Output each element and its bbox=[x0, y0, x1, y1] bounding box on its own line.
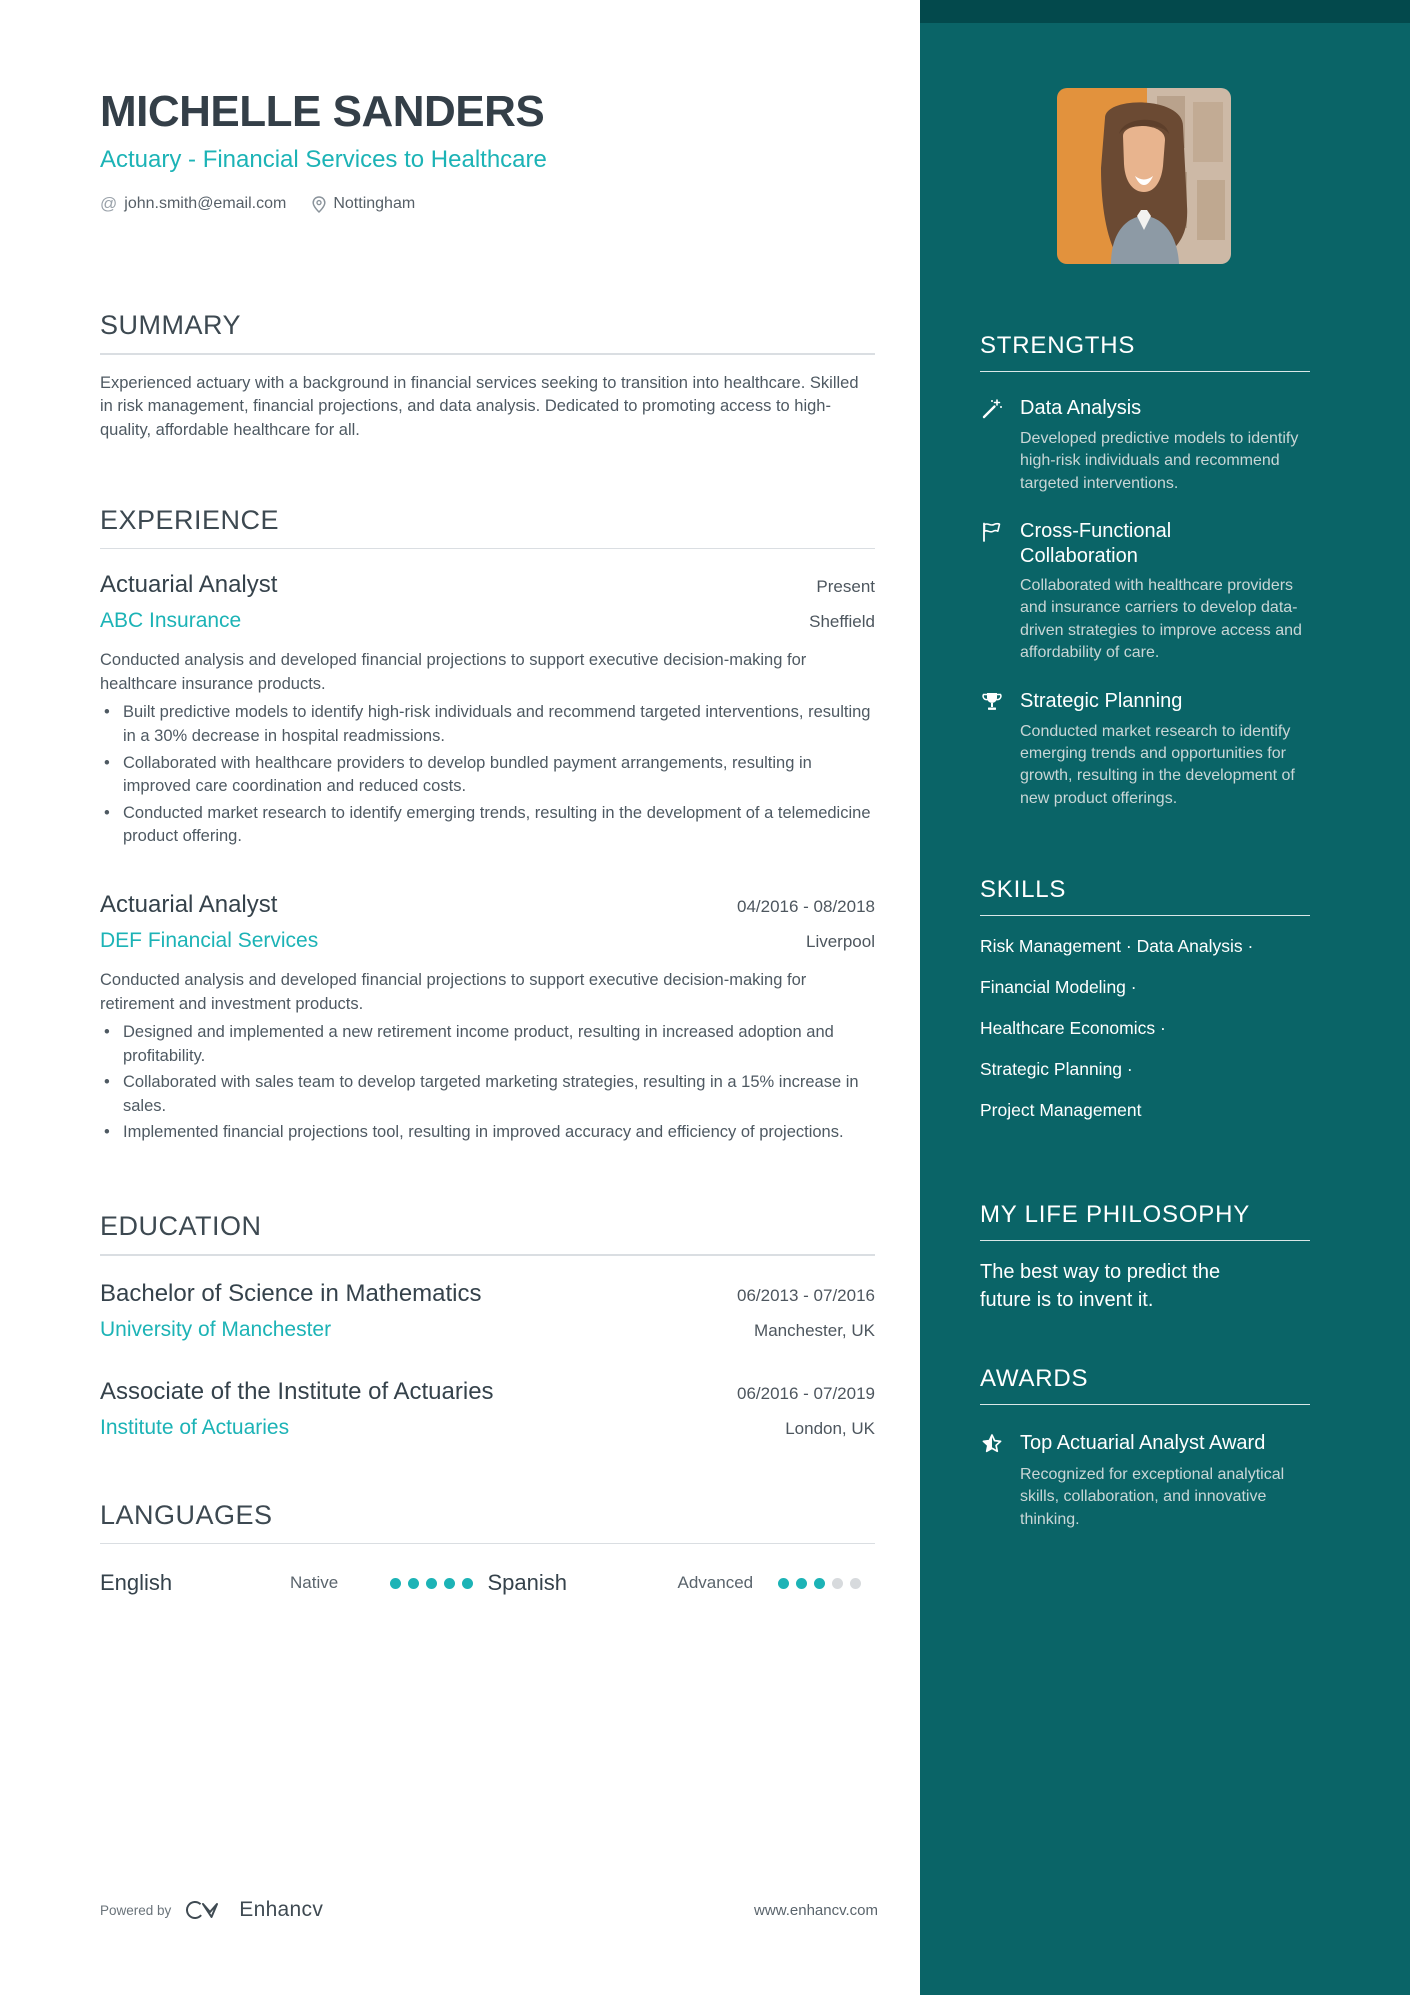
trophy-icon bbox=[980, 690, 1004, 714]
job-title: Actuarial Analyst bbox=[100, 571, 278, 599]
flag-icon bbox=[980, 520, 1004, 544]
degree-dates: 06/2016 - 07/2019 bbox=[736, 1383, 875, 1403]
skill-line: Financial Modeling · bbox=[980, 977, 1137, 998]
profile-photo bbox=[1057, 88, 1231, 264]
language-entry bbox=[488, 1570, 876, 1596]
award-title: Top Actuarial Analyst Award bbox=[1020, 1431, 1266, 1454]
philosophy-section bbox=[980, 1203, 1310, 1315]
strength-title: Data Analysis bbox=[1020, 397, 1142, 419]
strength-description: Conducted market research to identify emerging trends and opportunities for growth, resulting in the development of new product offerings. bbox=[1020, 722, 1295, 807]
proficiency-dot bbox=[832, 1578, 843, 1589]
skill-line: Strategic Planning · bbox=[980, 1059, 1133, 1080]
strength-description: Developed predictive models to identify high-risk individuals and recommend targeted interventions. bbox=[1020, 430, 1299, 492]
education-heading: EDUCATION bbox=[100, 1211, 262, 1242]
strength-description: Collaborated with healthcare providers and insurance carriers to develop data-driven strategies to improve access and affordability of care. bbox=[1020, 576, 1302, 662]
proficiency-dot bbox=[796, 1578, 807, 1589]
award-item bbox=[980, 1431, 1310, 1531]
awards-heading: AWARDS bbox=[980, 1364, 1089, 1392]
person-headline: Actuary - Financial Services to Healthcare bbox=[100, 146, 547, 174]
magic-wand-icon bbox=[980, 397, 1004, 421]
email-icon: @ bbox=[100, 194, 118, 214]
language-name: Spanish bbox=[487, 1570, 568, 1596]
skill-line: Risk Management · Data Analysis · bbox=[980, 936, 1254, 957]
proficiency-dot bbox=[778, 1578, 789, 1589]
powered-by-block bbox=[100, 1898, 323, 1922]
job-description: Conducted analysis and developed financial projections to support executive decision-making for healthcare insurance products. bbox=[100, 651, 807, 693]
divider bbox=[100, 548, 875, 550]
divider bbox=[980, 1240, 1310, 1241]
degree-title: Bachelor of Science in Mathematics bbox=[100, 1279, 482, 1307]
philosophy-heading: MY LIFE PHILOSOPHY bbox=[980, 1201, 1251, 1229]
proficiency-dot bbox=[462, 1578, 473, 1589]
language-level: Native bbox=[290, 1573, 339, 1593]
strength-item bbox=[980, 396, 1310, 495]
job-location: Sheffield bbox=[809, 612, 875, 632]
skills-section bbox=[980, 878, 1310, 1121]
job-company: ABC Insurance bbox=[100, 609, 242, 633]
strengths-section bbox=[980, 334, 1310, 810]
email-item[interactable] bbox=[100, 194, 286, 214]
skill-line: Healthcare Economics · bbox=[980, 1018, 1166, 1039]
languages-section bbox=[100, 1499, 875, 1597]
email-text: john.smith@email.com bbox=[124, 195, 287, 213]
job-bullet: • Designed and implemented a new retirement income product, resulting in increased adoption and profitability. bbox=[100, 1021, 875, 1068]
school-location: Manchester, UK bbox=[754, 1320, 875, 1340]
award-description: Recognized for exceptional analytical skills, collaboration, and innovative thinking. bbox=[1020, 1465, 1285, 1528]
job-location: Liverpool bbox=[806, 931, 875, 951]
divider bbox=[980, 1404, 1310, 1405]
job-bullet: • Built predictive models to identify high-risk individuals and recommend targeted interventions, resulting in a 30% decrease in hospital readmissions. bbox=[100, 701, 875, 748]
language-entry bbox=[100, 1570, 488, 1596]
location-text: Nottingham bbox=[333, 195, 416, 213]
philosophy-text: The best way to predict the future is to invent it. bbox=[980, 1261, 1221, 1312]
language-proficiency-dots bbox=[390, 1578, 480, 1589]
job-bullet: • Collaborated with sales team to develop targeted marketing strategies, resulting in a 15% increase in sales. bbox=[100, 1071, 875, 1118]
sidebar bbox=[920, 0, 1410, 1995]
strength-item bbox=[980, 689, 1310, 811]
strength-item bbox=[980, 519, 1310, 664]
skill-line: Project Management bbox=[980, 1100, 1142, 1121]
proficiency-dot bbox=[814, 1578, 825, 1589]
proficiency-dot bbox=[390, 1578, 401, 1589]
job-company: DEF Financial Services bbox=[100, 928, 319, 952]
profile-photo-illustration bbox=[1057, 88, 1231, 264]
location-pin-icon bbox=[312, 196, 326, 213]
proficiency-dot bbox=[426, 1578, 437, 1589]
enhancv-url-link[interactable]: www.enhancv.com bbox=[754, 1901, 878, 1919]
language-name: English bbox=[100, 1570, 173, 1596]
proficiency-dot bbox=[408, 1578, 419, 1589]
language-proficiency-dots bbox=[778, 1578, 868, 1589]
job-bullets bbox=[100, 1021, 875, 1145]
proficiency-dot bbox=[444, 1578, 455, 1589]
education-entry bbox=[100, 1378, 875, 1440]
language-level: Advanced bbox=[677, 1573, 754, 1593]
footer bbox=[100, 1898, 878, 1922]
job-description: Conducted analysis and developed financial projections to support executive decision-making for retirement and investment products. bbox=[100, 970, 807, 1013]
languages-heading: LANGUAGES bbox=[100, 1499, 273, 1530]
job-bullet: • Implemented financial projections tool, resulting in improved accuracy and efficiency of projections. bbox=[100, 1121, 875, 1145]
person-name: MICHELLE SANDERS bbox=[100, 87, 545, 136]
awards-section bbox=[980, 1364, 1310, 1531]
school-name: University of Manchester bbox=[100, 1317, 332, 1341]
proficiency-dot bbox=[850, 1578, 861, 1589]
strength-title: Strategic Planning bbox=[1020, 689, 1183, 712]
school-name: Institute of Actuaries bbox=[100, 1415, 290, 1439]
summary-heading: SUMMARY bbox=[100, 310, 242, 341]
summary-section bbox=[100, 312, 875, 442]
job-bullets bbox=[100, 701, 875, 849]
experience-entry bbox=[100, 571, 875, 849]
summary-text: Experienced actuary with a background in financial services seeking to transition into healthcare. Skilled in risk management, financial projections, and data analysis. Dedicated to promoting access to high-quality, affordable healthcare for all. bbox=[100, 373, 859, 440]
enhancv-logo-icon bbox=[185, 1898, 225, 1922]
education-entry bbox=[100, 1280, 875, 1342]
enhancv-brand-text: Enhancv bbox=[239, 1898, 324, 1921]
job-bullet: • Collaborated with healthcare providers to develop bundled payment arrangements, resulting in improved care coordination and reduced costs. bbox=[100, 752, 875, 799]
divider bbox=[100, 1543, 875, 1545]
experience-heading: EXPERIENCE bbox=[100, 504, 280, 535]
divider bbox=[980, 915, 1310, 916]
job-dates: Present bbox=[816, 577, 875, 597]
divider bbox=[100, 353, 875, 355]
powered-by-label: Powered by bbox=[100, 1902, 172, 1918]
strengths-heading: STRENGTHS bbox=[980, 332, 1136, 359]
sidebar-top-strip bbox=[920, 0, 1410, 23]
divider bbox=[100, 1254, 875, 1256]
location-item bbox=[312, 195, 415, 213]
education-section bbox=[100, 1213, 875, 1440]
job-title: Actuarial Analyst bbox=[100, 890, 278, 918]
experience-entry bbox=[100, 891, 875, 1145]
contact-row bbox=[100, 194, 875, 214]
skills-heading: SKILLS bbox=[980, 876, 1067, 904]
experience-section bbox=[100, 504, 875, 1145]
sidebar-content bbox=[920, 88, 1410, 1531]
languages-row bbox=[100, 1570, 875, 1596]
degree-dates: 06/2013 - 07/2016 bbox=[736, 1285, 875, 1305]
star-icon bbox=[980, 1432, 1004, 1456]
strength-title: Cross-Functional Collaboration bbox=[1020, 520, 1172, 567]
degree-title: Associate of the Institute of Actuaries bbox=[100, 1377, 494, 1405]
divider bbox=[980, 371, 1310, 372]
school-location: London, UK bbox=[785, 1418, 875, 1438]
job-dates: 04/2016 - 08/2018 bbox=[736, 896, 875, 916]
job-bullet: • Conducted market research to identify emerging trends, resulting in the development of a telemedicine product offering. bbox=[100, 802, 875, 849]
